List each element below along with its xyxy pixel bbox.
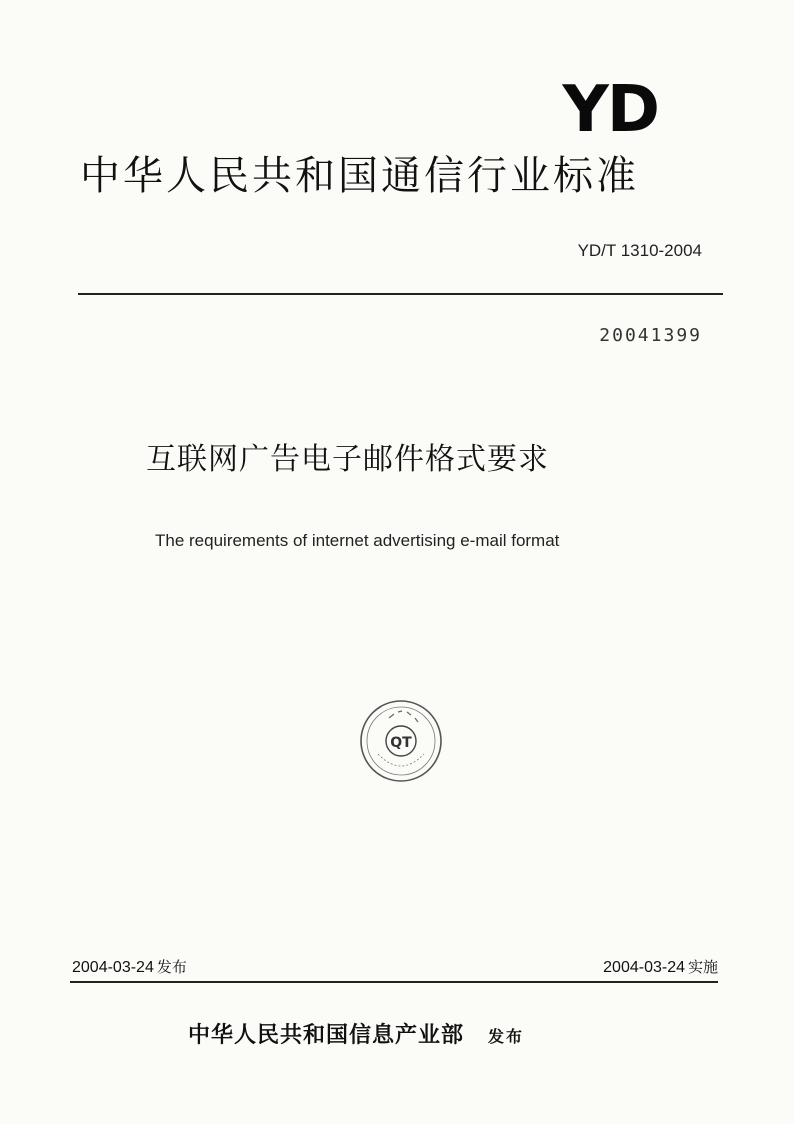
serial-number: 20041399 — [599, 325, 702, 346]
top-divider — [78, 293, 723, 295]
effective-date — [603, 956, 718, 977]
issued-label: 发布 — [156, 958, 187, 976]
document-title-english: The requirements of internet advertising e-mail format — [155, 531, 560, 550]
standard-number: YD/T 1310-2004 — [577, 241, 702, 260]
effective-label: 实施 — [687, 958, 718, 976]
standard-type-heading: 中华人民共和国通信行业标准 — [80, 153, 639, 199]
svg-text:QT: QT — [390, 735, 412, 751]
yd-logo: YD — [562, 73, 658, 147]
bottom-divider — [70, 981, 718, 983]
document-stamp-seal — [358, 698, 444, 784]
publisher-line — [188, 1018, 524, 1049]
publisher-name: 中华人民共和国信息产业部 — [188, 1022, 465, 1048]
publish-label: 发布 — [488, 1027, 525, 1046]
effective-date-value: 2004-03-24 — [603, 959, 685, 976]
document-title-chinese: 互联网广告电子邮件格式要求 — [146, 442, 549, 477]
issued-date — [72, 956, 187, 977]
issued-date-value: 2004-03-24 — [72, 959, 154, 976]
